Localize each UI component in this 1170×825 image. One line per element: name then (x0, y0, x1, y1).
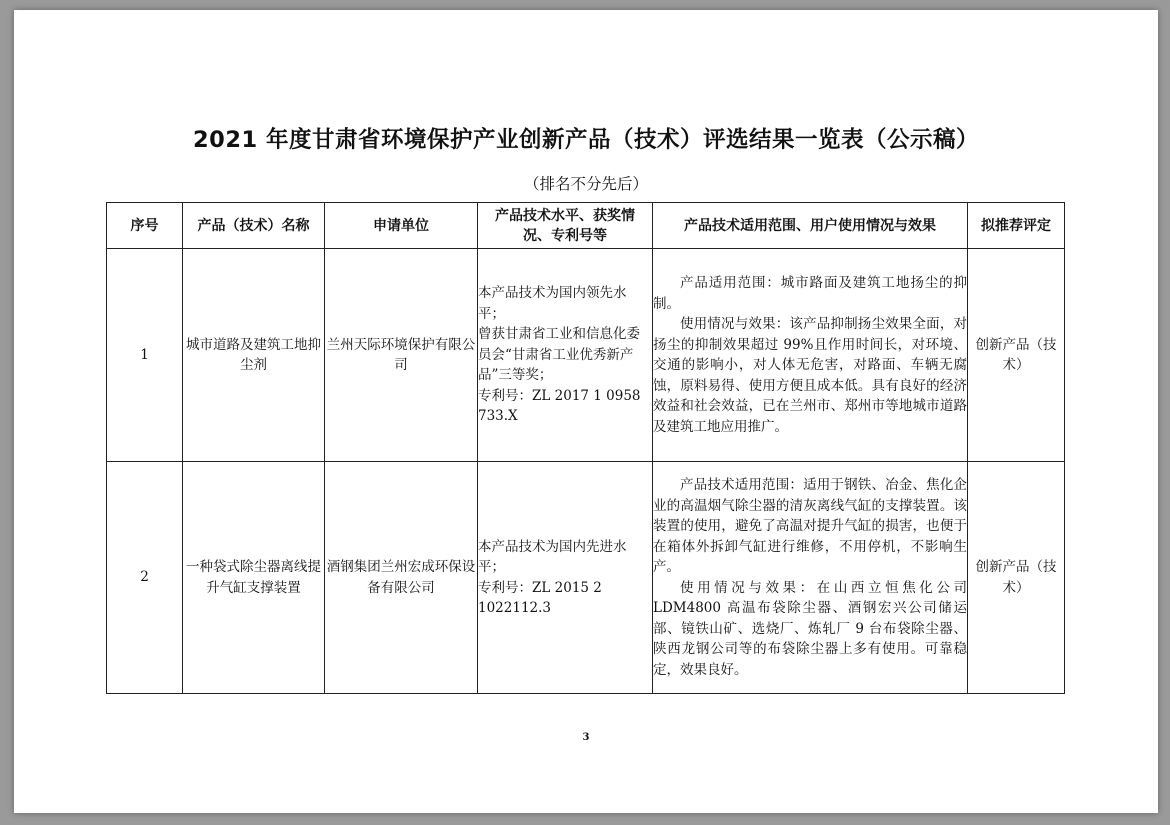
header-unit: 申请单位 (325, 203, 478, 249)
tech-level-cell (478, 249, 653, 462)
scope-text: 产品适用范围：城市路面及建筑工地扬尘的抑制。 (653, 275, 967, 312)
document-page (14, 10, 1158, 813)
tech-patent: 专利号：ZL 2017 1 0958 733.X (478, 387, 641, 425)
page-number: 3 (582, 732, 590, 743)
applicant-unit: 酒钢集团兰州宏成环保设备有限公司 (325, 462, 478, 694)
scope-usage-cell (653, 249, 968, 462)
header-tech: 产品技术水平、获奖情况、专利号等 (478, 203, 653, 249)
tech-level: 本产品技术为国内先进水平； (478, 538, 627, 575)
tech-level-cell (478, 462, 653, 694)
table-header-row (107, 203, 1065, 249)
applicant-unit: 兰州天际环境保护有限公司 (325, 249, 478, 462)
table-row (107, 249, 1065, 462)
product-name: 一种袋式除尘器离线提升气缸支撑装置 (183, 462, 325, 694)
usage-text: 使用情况与效果：该产品抑制扬尘效果全面，对扬尘的抑制效果超过 99%且作用时间长，对环境、交通的影响小，对人体无危害，对路面、车辆无腐蚀，原料易得、使用方便且成本低。具有良好的经济效益和社会效益，已在兰州市、郑州市等地城市道路及建筑工地应用推广。 (653, 316, 967, 435)
document-subtitle: （排名不分先后） (523, 175, 648, 193)
row-index: 2 (107, 462, 183, 694)
usage-text: 使用情况与效果：在山西立恒焦化公司 LDM4800 高温布袋除尘器、酒钢宏兴公司储运部、镜铁山矿、选烧厂、炼轧厂 9 台布袋除尘器、陕西龙钢公司等的布袋除尘器上多有使用。可靠稳定，效果良好。 (653, 579, 967, 678)
recommended-rating: 创新产品（技术） (968, 249, 1065, 462)
header-scope: 产品技术适用范围、用户使用情况与效果 (653, 203, 968, 249)
scope-text: 产品技术适用范围：适用于钢铁、冶金、焦化企业的高温烟气除尘器的清灰离线气缸的支撑装置。该装置的使用，避免了高温对提升气缸的损害，也便于在箱体外拆卸气缸进行维修，不用停机，不影响生产。 (653, 477, 967, 575)
header-rating: 拟推荐评定 (968, 203, 1065, 249)
tech-patent: 专利号：ZL 2015 2 1022112.3 (478, 579, 602, 616)
document-title: 2021 年度甘肃省环境保护产业创新产品（技术）评选结果一览表（公示稿） (193, 127, 979, 153)
tech-level: 本产品技术为国内领先水平； (478, 285, 627, 322)
header-index: 序号 (107, 203, 183, 249)
recommended-rating: 创新产品（技术） (968, 462, 1065, 694)
tech-award: 曾获甘肃省工业和信息化委员会“甘肃省工业优秀新产品”三等奖； (478, 326, 640, 384)
results-table (106, 202, 1065, 694)
header-name: 产品（技术）名称 (183, 203, 325, 249)
table-row (107, 462, 1065, 694)
product-name: 城市道路及建筑工地抑尘剂 (183, 249, 325, 462)
scope-usage-cell (653, 462, 968, 694)
row-index: 1 (107, 249, 183, 462)
